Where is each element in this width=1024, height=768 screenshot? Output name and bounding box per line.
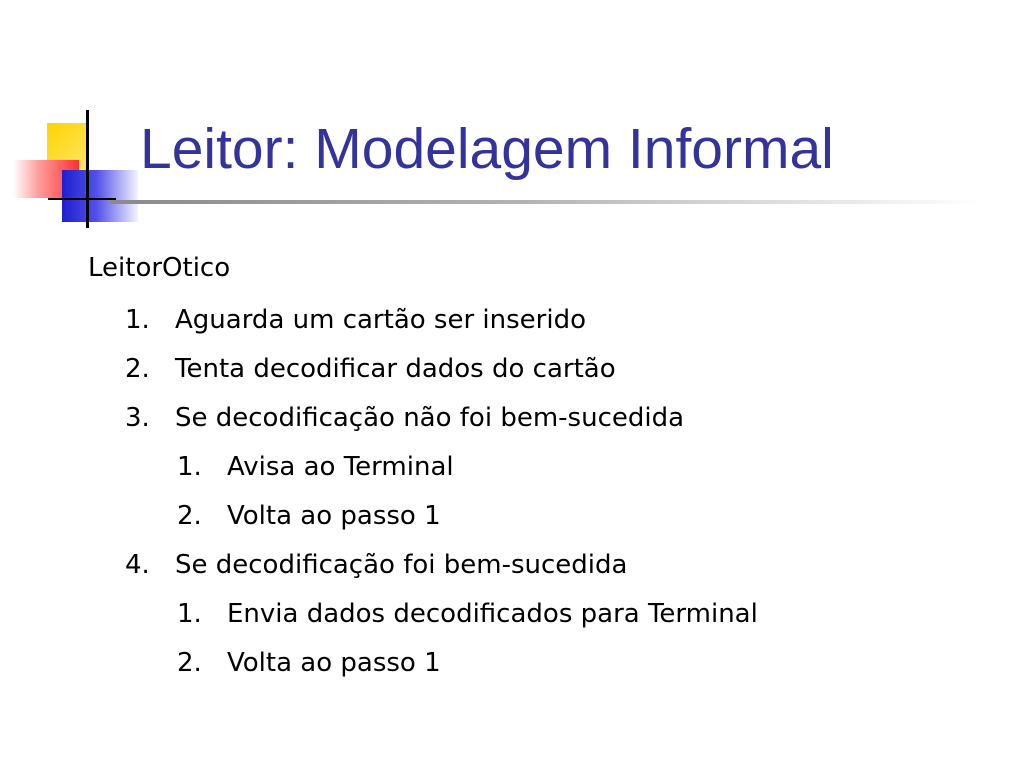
list-item-text: Se decodificação não foi bem-sucedida bbox=[175, 403, 685, 433]
list-subitem bbox=[88, 639, 988, 688]
list-item-number: 2. bbox=[177, 501, 202, 531]
logo-horizontal-line bbox=[48, 198, 116, 200]
list-subitem bbox=[88, 492, 988, 541]
list-item bbox=[88, 296, 988, 345]
title-underline-rule bbox=[110, 200, 980, 204]
logo-vertical-line bbox=[86, 110, 89, 228]
list-subitem bbox=[88, 443, 988, 492]
list-subitem bbox=[88, 590, 988, 639]
list-item-number: 4. bbox=[125, 550, 150, 580]
list-item-text: Avisa ao Terminal bbox=[227, 452, 454, 482]
steps-list bbox=[88, 296, 988, 688]
slide-content bbox=[88, 248, 988, 688]
list-item-text: Aguarda um cartão ser inserido bbox=[175, 305, 586, 335]
corner-squares-logo-icon bbox=[0, 0, 150, 240]
list-item-text: Volta ao passo 1 bbox=[227, 501, 441, 531]
list-item bbox=[88, 394, 988, 443]
list-item-number: 1. bbox=[125, 305, 150, 335]
slide-title: Leitor: Modelagem Informal bbox=[140, 117, 834, 181]
list-item-number: 1. bbox=[177, 599, 202, 629]
section-heading: LeitorOtico bbox=[88, 253, 231, 283]
list-item bbox=[88, 541, 988, 590]
list-item-text: Tenta decodificar dados do cartão bbox=[175, 354, 616, 384]
list-item-number: 3. bbox=[125, 403, 150, 433]
list-item-text: Volta ao passo 1 bbox=[227, 648, 441, 678]
list-item-number: 2. bbox=[177, 648, 202, 678]
list-item-text: Envia dados decodificados para Terminal bbox=[227, 599, 758, 629]
list-item-number: 2. bbox=[125, 354, 150, 384]
logo-blue-square bbox=[62, 170, 138, 222]
list-item-text: Se decodificação foi bem-sucedida bbox=[175, 550, 628, 580]
list-item bbox=[88, 345, 988, 394]
list-item-number: 1. bbox=[177, 452, 202, 482]
